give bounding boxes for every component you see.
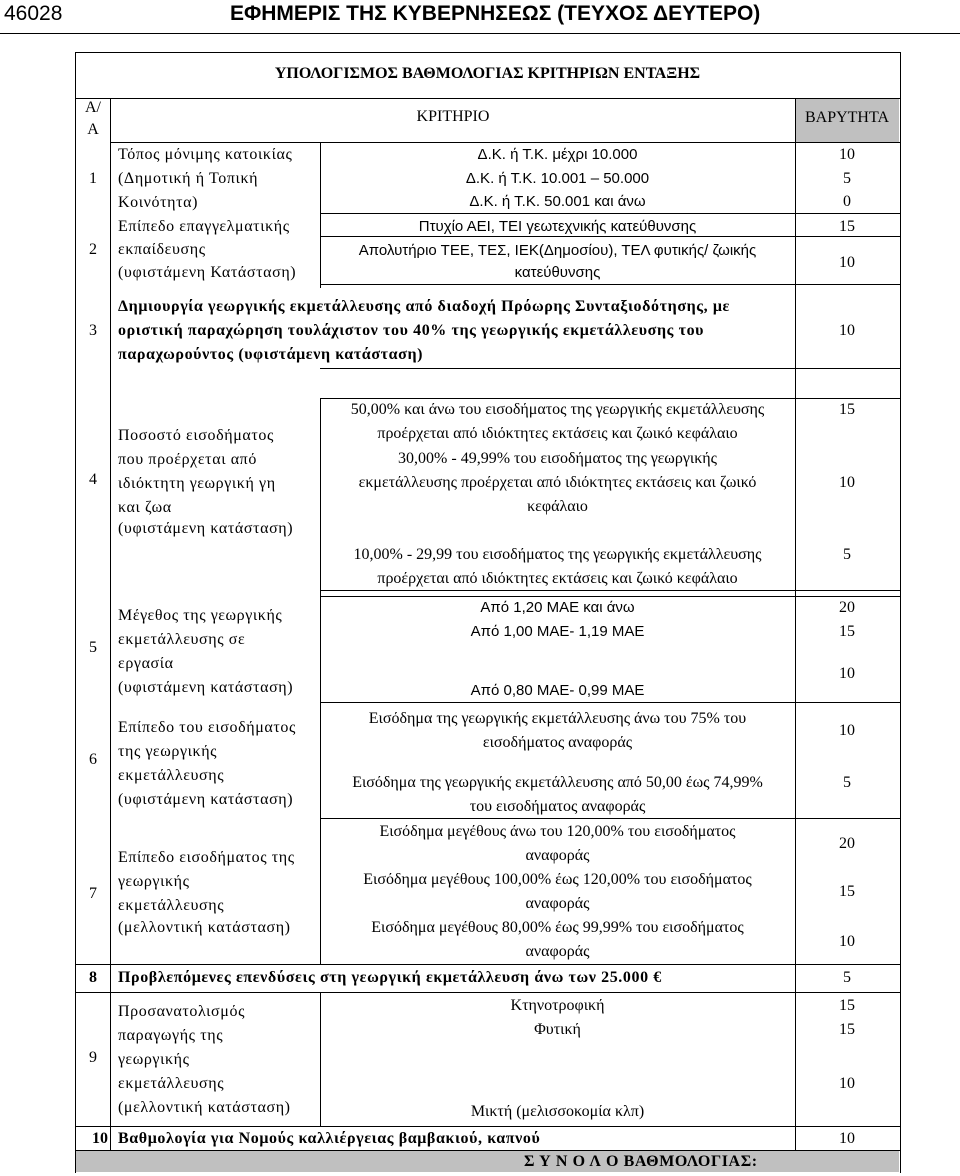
row-3-text: Δημιουργία γεωργικής εκμετάλλευσης από διαδοχή Πρόωρης Συνταξιοδότησης, με — [118, 298, 730, 315]
row-3-text: παραχωρούντος (υφιστάμενη κατάσταση) — [118, 346, 424, 363]
row-4-weight: 5 — [843, 546, 851, 563]
row-7-option: αναφοράς — [525, 847, 590, 864]
row-6-label: (υφιστάμενη κατάσταση) — [118, 791, 294, 808]
row-10-text: Βαθμολογία για Νομούς καλλιέργειας βαμβακιού, καπνού — [118, 1130, 541, 1147]
row-10-num: 10 — [92, 1130, 108, 1147]
row-8-num: 8 — [89, 969, 97, 986]
row-7-option: Εισόδημα μεγέθους 80,00% έως 99,99% του εισοδήματος — [371, 919, 744, 936]
row-7-label: Επίπεδο εισοδήματος της — [118, 849, 295, 866]
row-9-label: (μελλοντική κατάσταση) — [118, 1099, 291, 1116]
row-4-option: προέρχεται από ιδιόκτητες εκτάσεις και ζωικό κεφάλαιο — [377, 425, 738, 442]
total-label: Σ Υ Ν Ο Λ Ο ΒΑΘΜΟΛΟΓΙΑΣ: — [524, 1153, 758, 1170]
row-7-label: (μελλοντική κατάσταση) — [118, 919, 291, 936]
row-4-num: 4 — [89, 471, 97, 488]
row-4-label: ιδιόκτητη γεωργική γη — [118, 475, 276, 492]
row-4-option: 50,00% και άνω του εισοδήματος της γεωργικής εκμετάλλευσης — [350, 401, 765, 418]
row-5-num: 5 — [89, 639, 97, 656]
col-aa-1: Α/ — [85, 99, 101, 116]
row-4-weight: 10 — [839, 474, 855, 491]
row-4-option: 30,00% - 49,99% του εισοδήματος της γεωργικής — [398, 450, 717, 467]
row-6-option: του εισοδήματος αναφοράς — [469, 798, 646, 815]
row-7-num: 7 — [89, 885, 97, 902]
gazette-title: ΕΦΗΜΕΡΙΣ ΤΗΣ ΚΥΒΕΡΝΗΣΕΩΣ (ΤΕΥΧΟΣ ΔΕΥΤΕΡΟ) — [230, 2, 761, 25]
col-weight: ΒΑΡΥΤΗΤΑ — [804, 109, 890, 126]
row-7-option: Εισόδημα μεγέθους άνω του 120,00% του εισοδήματος — [379, 823, 736, 840]
row-10-weight: 10 — [839, 1130, 855, 1147]
row-9-weight: 15 — [839, 1021, 855, 1038]
row-1-label: (Δημοτική ή Τοπική — [118, 170, 259, 187]
row-4-label: και ζωα — [118, 499, 172, 516]
row-6-label: Επίπεδο του εισοδήματος — [118, 719, 296, 736]
row-5-label: (υφιστάμενη κατάσταση) — [118, 679, 294, 696]
row-6-weight: 5 — [843, 774, 851, 791]
row-4-label: (υφιστάμενη κατάσταση) — [118, 520, 294, 537]
row-7-label: γεωργικής — [118, 873, 190, 890]
row-5-label: Μέγεθος της γεωργικής — [118, 607, 283, 624]
row-9-option: Κτηνοτροφική — [510, 997, 605, 1014]
row-4-label: που προέρχεται από — [118, 451, 257, 468]
table-title: ΥΠΟΛΟΓΙΣΜΟΣ ΒΑΘΜΟΛΟΓΙΑΣ ΚΡΙΤΗΡΙΩΝ ΕΝΤΑΞΗΣ — [274, 65, 701, 82]
row-2-option: Απολυτήριο ΤΕΕ, ΤΕΣ, ΙΕΚ(Δημοσίου), ΤΕΛ φυτικής/ ζωικής — [358, 242, 757, 259]
row-7-weight: 15 — [839, 883, 855, 900]
row-3-weight: 10 — [839, 322, 855, 339]
row-1-option: Δ.Κ. ή Τ.Κ. 50.001 και άνω — [469, 193, 646, 210]
row-6-label: της γεωργικής — [118, 743, 218, 760]
row-1-num: 1 — [89, 170, 97, 187]
col-criterion: ΚΡΙΤΗΡΙΟ — [416, 108, 490, 125]
row-9-weight: 15 — [839, 997, 855, 1014]
page-header — [0, 0, 960, 30]
row-9-weight: 10 — [839, 1075, 855, 1092]
row-1-weight: 5 — [843, 170, 851, 187]
row-5-label: εκμετάλλευσης σε — [118, 631, 246, 648]
row-9-num: 9 — [89, 1049, 97, 1066]
row-9-label: εκμετάλλευσης — [118, 1075, 225, 1092]
row-7-label: εκμετάλλευσης — [118, 897, 225, 914]
row-3-text: οριστική παραχώρηση τουλάχιστον του 40% της γεωργικής εκμετάλλευσης του — [118, 322, 705, 339]
row-6-option: Εισόδημα της γεωργικής εκμετάλλευσης από 50,00 έως 74,99% — [352, 774, 763, 791]
row-4-label: Ποσοστό εισοδήματος — [118, 427, 274, 444]
row-5-weight: 15 — [839, 623, 855, 640]
row-2-option: κατεύθυνσης — [514, 264, 601, 281]
row-4-option: εκμετάλλευσης προέρχεται από ιδιόκτητες εκτάσεις και ζωικό — [358, 474, 757, 491]
row-5-weight: 20 — [839, 599, 855, 616]
row-9-label: παραγωγής της — [118, 1027, 224, 1044]
row-1-option: Δ.Κ. ή Τ.Κ. μέχρι 10.000 — [477, 146, 638, 163]
row-2-option: Πτυχίο ΑΕΙ, ΤΕΙ γεωτεχνικής κατεύθυνσης — [418, 218, 697, 235]
row-9-option: Φυτική — [534, 1021, 581, 1038]
row-6-weight: 10 — [839, 722, 855, 739]
row-7-option: αναφοράς — [525, 943, 590, 960]
row-4-option: 10,00% - 29,99 του εισοδήματος της γεωργικής εκμετάλλευσης — [353, 546, 762, 563]
row-6-option: εισοδήματος αναφοράς — [482, 734, 633, 751]
row-8-weight: 5 — [843, 969, 851, 986]
header-rule — [0, 33, 960, 34]
row-4-option: προέρχεται από ιδιόκτητες εκτάσεις και ζωικό κεφάλαιο — [377, 570, 738, 587]
row-1-option: Δ.Κ. ή Τ.Κ. 10.001 – 50.000 — [465, 170, 650, 187]
row-2-weight: 15 — [839, 218, 855, 235]
row-9-label: Προσανατολισμός — [118, 1003, 245, 1020]
row-5-label: εργασία — [118, 655, 174, 672]
row-2-weight: 10 — [839, 254, 855, 271]
row-4-option: κεφάλαιο — [527, 498, 588, 515]
row-1-weight: 10 — [839, 146, 855, 163]
row-8-text: Προβλεπόμενες επενδύσεις στη γεωργική εκμετάλλευση άνω των 25.000 € — [118, 969, 662, 986]
row-2-label: Επίπεδο επαγγελματικής — [118, 218, 290, 235]
row-1-label: Κοινότητα) — [118, 194, 199, 211]
row-5-option: Από 1,00 ΜΑΕ- 1,19 ΜΑΕ — [470, 623, 645, 640]
row-3-num: 3 — [89, 322, 97, 339]
row-6-option: Εισόδημα της γεωργικής εκμετάλλευσης άνω του 75% του — [368, 710, 747, 727]
row-1-weight: 0 — [843, 193, 851, 210]
row-4-weight: 15 — [839, 401, 855, 418]
page-number: 46028 — [4, 2, 63, 25]
row-5-weight: 10 — [839, 665, 855, 682]
row-1-label: Τόπος μόνιμης κατοικίας — [118, 146, 293, 163]
row-7-option: Εισόδημα μεγέθους 100,00% έως 120,00% του εισοδήματος — [363, 871, 752, 888]
row-5-option: Από 1,20 ΜΑΕ και άνω — [480, 599, 635, 616]
row-2-num: 2 — [89, 241, 97, 258]
row-7-weight: 10 — [839, 933, 855, 950]
row-5-option: Από 0,80 ΜΑΕ- 0,99 ΜΑΕ — [470, 682, 645, 699]
row-2-label: (υφιστάμενη Κατάσταση) — [118, 264, 297, 281]
row-2-label: εκπαίδευσης — [118, 241, 206, 258]
row-6-num: 6 — [89, 751, 97, 768]
row-6-label: εκμετάλλευσης — [118, 767, 225, 784]
row-7-weight: 20 — [839, 835, 855, 852]
col-aa-2: Α — [87, 121, 99, 138]
row-7-option: αναφοράς — [525, 895, 590, 912]
row-9-option: Μικτή (μελισσοκομία κλπ) — [470, 1103, 645, 1120]
row-9-label: γεωργικής — [118, 1051, 190, 1068]
